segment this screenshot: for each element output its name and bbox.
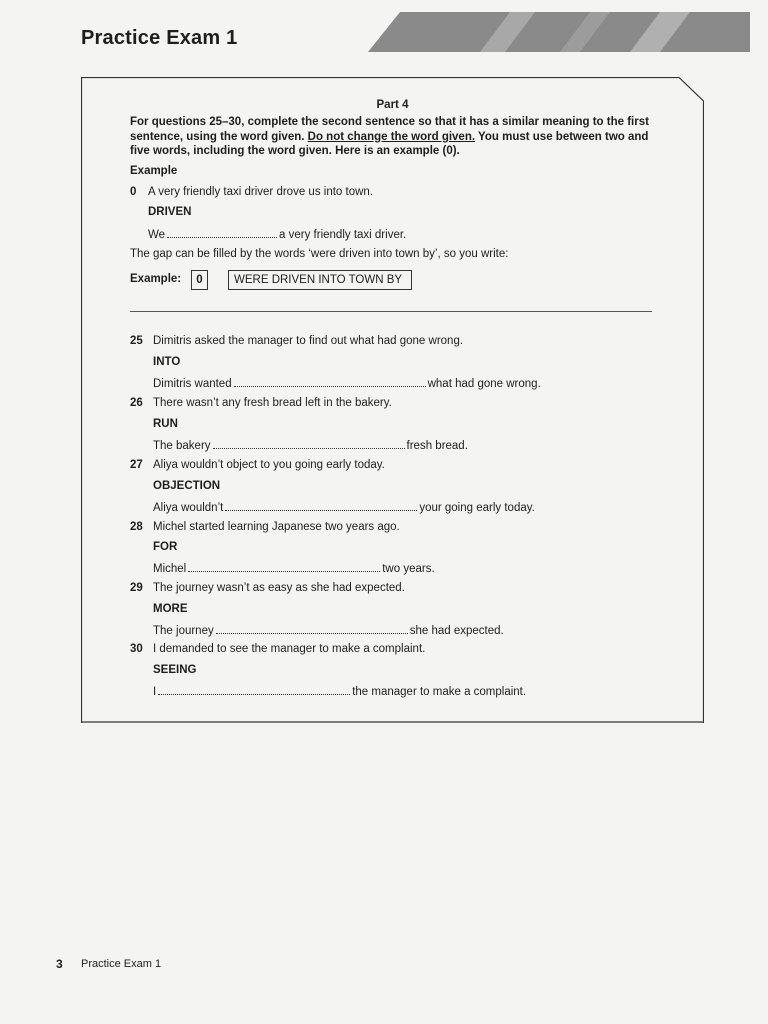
example-transformation: We a very friendly taxi driver. [148,229,407,241]
part-title: Part 4 [376,99,409,111]
question-keyword: SEEING [153,664,197,676]
example-answer-box: WERE DRIVEN INTO TOWN BY [228,270,412,290]
question-sentence: There wasn’t any fresh bread left in the bakery. [153,397,392,409]
question-transformation: The bakery fresh bread. [153,440,468,452]
answer-gap[interactable] [225,500,417,511]
question-transformation: Michel two years. [153,563,435,575]
example-sentence: A very friendly taxi driver drove us into town. [148,186,373,198]
question-sentence: The journey wasn’t as easy as she had expected. [153,582,405,594]
example-explanation: The gap can be filled by the words ‘were driven into town by’, so you write: [130,248,509,260]
answer-gap [167,227,277,238]
example-box-number: 0 [191,270,208,290]
example-keyword: DRIVEN [148,206,192,218]
header-decorative-band [360,12,750,52]
example-heading: Example [130,165,178,177]
question-sentence: Aliya wouldn’t object to you going early today. [153,459,385,471]
question-number: 25 [130,335,143,347]
question-keyword: MORE [153,603,188,615]
example-label: Example: [130,273,182,285]
answer-gap[interactable] [158,684,350,695]
question-number: 28 [130,521,143,533]
question-sentence: Dimitris asked the manager to find out what had gone wrong. [153,335,464,347]
page-number: 3 [56,957,63,971]
example-number: 0 [130,186,137,198]
question-keyword: INTO [153,356,181,368]
answer-gap[interactable] [234,376,426,387]
question-number: 29 [130,582,143,594]
part-4-panel [81,77,704,723]
instructions: For questions 25–30, complete the second sentence so that it has a similar meaning to the first sentence, using the word given. Do not change the word given. You must use between two and five words, including the word given. Here is an example (0). [130,116,649,157]
question-sentence: I demanded to see the manager to make a complaint. [153,643,426,655]
instructions-emphasis: Do not change the word given. [307,130,476,143]
divider [130,311,652,312]
question-number: 30 [130,643,143,655]
question-keyword: FOR [153,541,178,553]
answer-gap[interactable] [213,438,405,449]
question-transformation: The journey she had expected. [153,625,504,637]
footer-title: Practice Exam 1 [81,958,162,970]
question-transformation: I the manager to make a complaint. [153,686,527,698]
question-sentence: Michel started learning Japanese two years ago. [153,521,400,533]
question-keyword: OBJECTION [153,480,221,492]
answer-gap[interactable] [216,623,408,634]
question-number: 26 [130,397,143,409]
question-keyword: RUN [153,418,178,430]
answer-gap[interactable] [188,561,380,572]
page-title: Practice Exam 1 [81,27,238,49]
question-number: 27 [130,459,143,471]
question-transformation: Dimitris wanted what had gone wrong. [153,378,541,390]
question-transformation: Aliya wouldn’t your going early today. [153,502,535,514]
